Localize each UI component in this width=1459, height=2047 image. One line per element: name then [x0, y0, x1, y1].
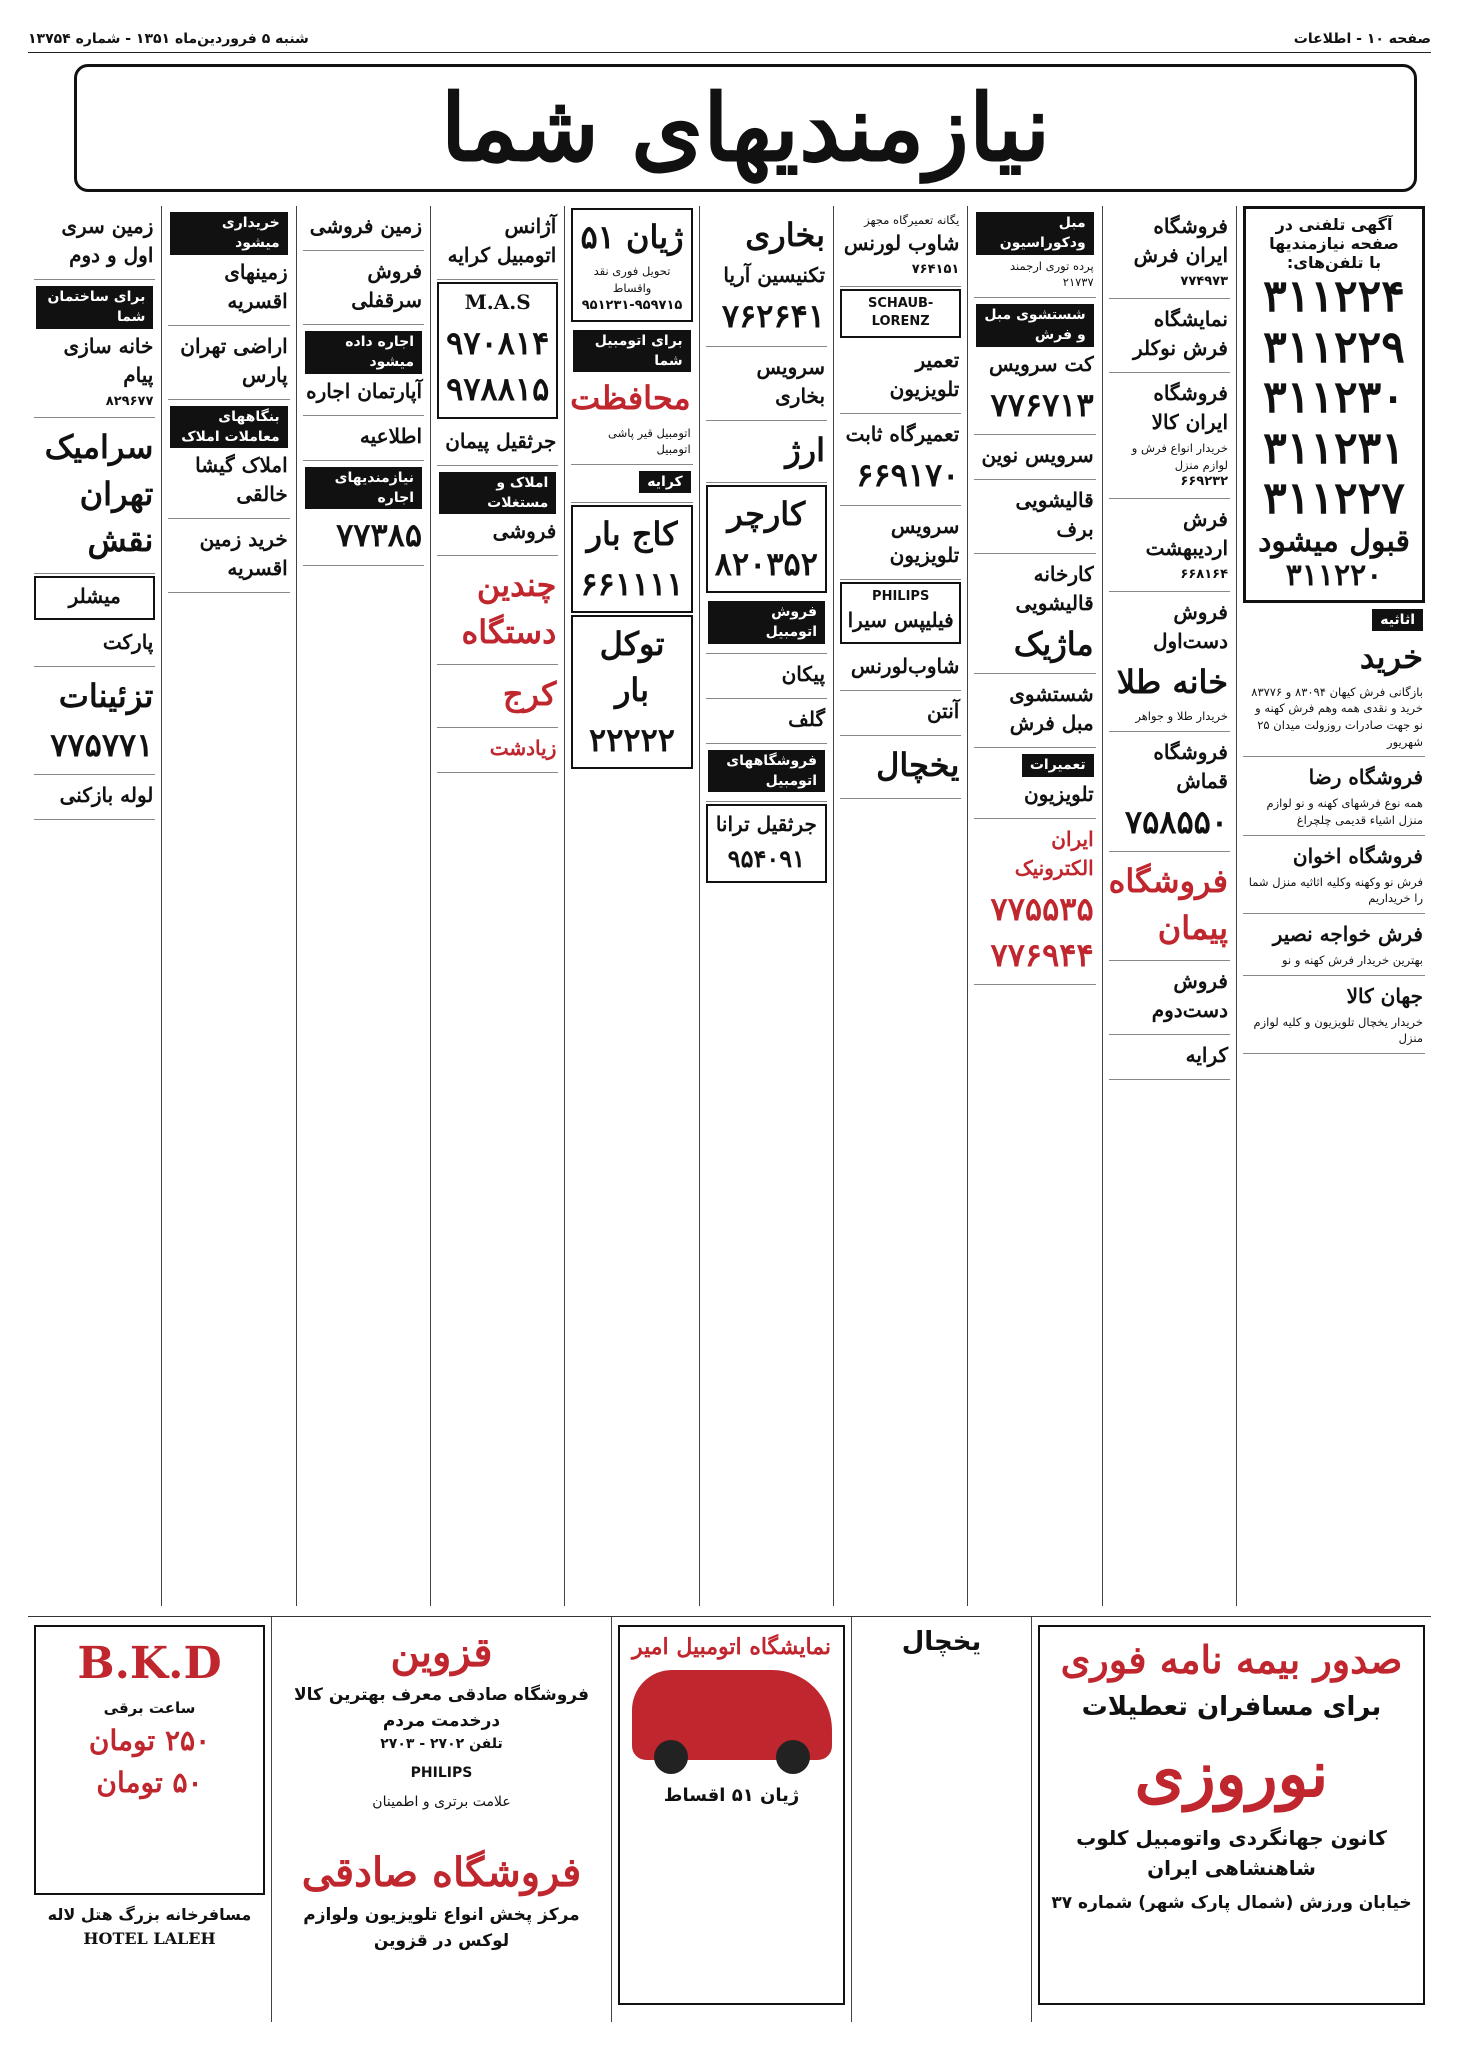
- phone-number: [1252, 525, 1416, 594]
- ad-title: آژانس اتومبیل کرایه: [447, 214, 557, 267]
- ad-text: خریدار انواع فرش و لوازم منزل: [1131, 440, 1228, 472]
- ad-title: میشلر: [68, 583, 121, 608]
- sadeghi-foot: مرکز پخش انواع تلویزیون ولوازم لوکس در قزوین: [303, 1905, 580, 1951]
- phone-number-last: ۳۱۱۲۲۰: [1285, 558, 1383, 594]
- car-illustration: [632, 1670, 832, 1760]
- phone-number: ۳۱۱۲۳۰: [1263, 372, 1405, 424]
- ad-title: کرایه: [1185, 1043, 1228, 1068]
- ad-phone: ۷۷۶۷۱۳: [990, 385, 1094, 424]
- ad-title: تعمیرگاه ثابت: [845, 422, 960, 447]
- insurance-big: نوروزی: [1134, 1737, 1329, 1812]
- ad-phone: ۶۶۹۱۷۰: [856, 456, 960, 495]
- ad-title: سرویس تلویزیون: [889, 513, 960, 567]
- ad-title: املاک گیشا خالقی: [195, 453, 288, 507]
- ad-title: M.A.S: [464, 290, 531, 314]
- ad-phone: ۷۷۴۹۷۳: [1180, 274, 1228, 289]
- ad: [840, 414, 961, 505]
- ad: [840, 206, 961, 287]
- ad: [1243, 914, 1425, 976]
- ad-title: سرویس نوین: [981, 442, 1094, 467]
- ad-title: فروشگاه رضا: [1308, 765, 1423, 790]
- ad: [571, 208, 692, 322]
- section-tag: خریداری میشود: [170, 212, 287, 255]
- ad-phone: ۷۷۵۷۷۱: [50, 726, 154, 764]
- column-6: [564, 206, 698, 1606]
- ad-title: سرویس بخاری: [756, 354, 826, 408]
- ad-title: کرج: [502, 675, 557, 714]
- ad-phone: ۷۷۶۹۴۴: [990, 936, 1094, 974]
- ad-phone: ۸۲۹۶۷۷: [105, 393, 154, 409]
- ad: [168, 206, 289, 326]
- ad: [303, 416, 424, 461]
- section-tag: فروش اتومبیل: [708, 601, 825, 644]
- classified-columns: [28, 206, 1431, 1606]
- brand-box: [840, 289, 961, 339]
- ad: [1109, 206, 1230, 299]
- sadeghi-text: علامت برتری و اطمینان: [372, 1794, 511, 1810]
- insurance-sub: برای مسافران تعطیلات: [1081, 1692, 1382, 1722]
- phones-foot: قبول میشود: [1258, 523, 1410, 559]
- ad-title: فروشی: [492, 519, 557, 544]
- ad-title: زیادشت: [489, 735, 557, 760]
- issue-date: شنبه ۵ فروردین‌ماه ۱۳۵۱ - شماره ۱۳۷۵۴: [28, 31, 309, 47]
- ad: [706, 595, 827, 654]
- phones-sub: با تلفن‌های:: [1286, 253, 1382, 272]
- section-tag: نیازمندیهای اجاره: [305, 467, 422, 510]
- column-2: [1102, 206, 1236, 1606]
- ad-title: تلویزیون: [1023, 781, 1094, 806]
- ad-title: فرش خواجه نصیر: [1272, 922, 1423, 947]
- ad-phone: ۷۶۴۱۵۱: [911, 261, 960, 277]
- ad: [303, 251, 424, 325]
- ad-text: بازگانی فرش کیهان ۸۳۰۹۴ و ۸۳۷۷۶: [1251, 684, 1423, 699]
- ad: [706, 654, 827, 699]
- ad-phone: ۷۶۲۶۴۱: [721, 297, 826, 336]
- ad: [34, 280, 155, 418]
- column-9: [161, 206, 295, 1606]
- section-tag: کرایه: [639, 471, 690, 493]
- ad-title: فروشگاه اخوان: [1292, 843, 1423, 868]
- ad: [706, 699, 827, 744]
- ad: [1243, 976, 1425, 1054]
- ad-text: همه نوع فرشهای کهنه و نو لوازم منزل اشیاء قدیمی چلچراغ: [1266, 796, 1423, 828]
- ad: [34, 775, 155, 820]
- bkd-hotel-ad: [28, 1617, 271, 2022]
- column-4: [833, 206, 967, 1606]
- ad-title: خانه سازی پیام: [63, 333, 154, 387]
- bkd-box: [34, 1625, 265, 1895]
- ad: [571, 324, 692, 465]
- ad: [840, 506, 961, 580]
- section-tag: مبل ودکوراسیون: [976, 212, 1093, 255]
- ad-phone: ۲۲۲۲۲: [589, 720, 675, 759]
- ad-title: فیلیپس سیرا: [847, 608, 954, 633]
- ad-phone: ۹۵۴۰۹۱: [727, 844, 806, 874]
- page-header: [28, 26, 1431, 53]
- newspaper-page: [28, 26, 1431, 2021]
- ad: [974, 206, 1095, 298]
- phone-number: ۳۱۱۲۲۴: [1263, 271, 1405, 322]
- ad: [571, 505, 692, 613]
- ad-title: ایران الکترونیک: [1014, 826, 1094, 880]
- ad-title: خرید زمین اقسریه: [199, 527, 288, 581]
- ad: [1109, 299, 1230, 373]
- ad: [437, 556, 558, 665]
- phone-number: ۳۱۱۲۲۹: [1263, 321, 1405, 373]
- section-tag: اثاثیه: [1372, 609, 1423, 631]
- bottom-ads: [28, 1616, 1431, 2022]
- ad: [1109, 732, 1230, 852]
- column-7: [430, 206, 564, 1606]
- ad-title: توکل بار: [599, 624, 665, 710]
- sadeghi-ad: [271, 1617, 611, 2022]
- phones-box: [1243, 206, 1425, 603]
- column-8: [296, 206, 430, 1606]
- ad-title: گلف: [788, 706, 826, 731]
- hotel-en: HOTEL LALEH: [83, 1929, 216, 1948]
- phone-number: ۳۱۱۲۳۱: [1263, 422, 1405, 474]
- ad: [168, 519, 289, 593]
- section-tag: شستشوی مبل و فرش: [976, 304, 1093, 347]
- ad: [437, 206, 558, 280]
- phone-number: ۳۱۱۲۲۷: [1263, 473, 1405, 525]
- sadeghi-big: فروشگاه صادقی: [301, 1849, 582, 1896]
- bkd-price: ۵۰ تومان: [96, 1765, 203, 1799]
- ad: [706, 206, 827, 347]
- ad-title: فرش اردیبهشت: [1145, 507, 1228, 561]
- ad: [974, 480, 1095, 554]
- ad-title: کاج بار: [586, 515, 678, 554]
- car-dealer-ad: [611, 1617, 851, 2022]
- bkd-logo: B.K.D: [77, 1638, 222, 1689]
- fridge-ad: [851, 1617, 1031, 2022]
- ad-title: پیکان: [781, 661, 826, 686]
- ad-title: فروشگاه ایران فرش: [1133, 214, 1228, 267]
- ad-title: فروش دست‌اول: [1152, 599, 1228, 653]
- ad: [303, 206, 424, 251]
- ad-title: کت سرویس: [989, 351, 1094, 376]
- ad: [706, 421, 827, 483]
- ad-text: بهترین خریدار فرش کهنه و نو: [1282, 953, 1423, 968]
- ad-title: جهان کالا: [1346, 983, 1423, 1008]
- ad-title: جرثقیل ترانا: [715, 812, 817, 837]
- insurance-box: [1038, 1625, 1425, 2005]
- ad-title: آپارتمان اجاره: [306, 378, 423, 403]
- insurance-org: کانون جهانگردی واتومبیل کلوب شاهنشاهی ایران: [1076, 1826, 1387, 1880]
- column-5: [699, 206, 833, 1606]
- ad: [34, 667, 155, 776]
- ad: [168, 326, 289, 400]
- bkd-price: ۲۵۰ تومان: [88, 1723, 211, 1757]
- ad-title: فروش دست‌دوم: [1151, 969, 1228, 1023]
- ad: [437, 665, 558, 727]
- ad: [1243, 603, 1425, 757]
- column-10: [28, 206, 161, 1606]
- ad-title: زمین سری اول و دوم: [61, 214, 154, 267]
- ad-title: زمینهای اقسریه: [224, 259, 288, 313]
- phones-head: آگهی تلفنی در صفحه نیازمندیها: [1269, 215, 1399, 253]
- ad: [1109, 592, 1230, 732]
- ad-title: شاوب لورنس: [843, 230, 960, 255]
- ad-title: شستشوی مبل فرش: [1009, 682, 1094, 736]
- ad-title: تعمیر تلویزیون: [889, 348, 960, 402]
- ad-title: یخچال: [901, 1627, 982, 1657]
- ad: [571, 465, 692, 503]
- ad-title: جرثقیل پیمان: [445, 428, 557, 453]
- ad-phone: ۷۷۵۵۳۵: [990, 889, 1094, 928]
- ad: [437, 466, 558, 557]
- ad: [437, 282, 558, 419]
- ad: [1109, 373, 1230, 499]
- ad-text: خرید و نقدی همه وهم فرش کهنه و نو جهت صادرات روزولت میدان ۲۵ شهریور: [1255, 701, 1423, 749]
- philips-box: [840, 582, 961, 645]
- ad-title: آنتن: [926, 699, 960, 724]
- ad: [974, 819, 1095, 986]
- ad: [34, 418, 155, 573]
- ad: [840, 691, 961, 736]
- ad-title: تزئینات: [58, 676, 154, 715]
- hotel-title: مسافرخانه بزرگ هتل لاله: [47, 1905, 252, 1924]
- ad-text: پرده توری ارجمند ۲۱۷۳۷: [1009, 258, 1094, 290]
- ad-title: ژیان ۵۱: [580, 218, 684, 256]
- ad-phone: ۹۵۱۲۳۱-۹۵۹۷۱۵: [581, 297, 683, 313]
- ad: [974, 674, 1095, 748]
- ad: [1109, 1035, 1230, 1080]
- ad-title: تکنیسین آریا: [723, 263, 826, 288]
- ad-text: فرش نو وکهنه وکلیه اثاثیه منزل شما را خریداریم: [1248, 874, 1423, 906]
- ad-text: خریدار یخچال تلویزیون و کلیه لوازم منزل: [1253, 1014, 1423, 1046]
- ad-title: چندین دستگاه: [461, 566, 557, 651]
- masthead: نیازمندیهای شما: [74, 64, 1417, 192]
- brand-logo: SCHAUB-LORENZ: [868, 295, 934, 330]
- ad-title-big: ماژیک: [1013, 624, 1094, 663]
- ad: [974, 748, 1095, 818]
- ad-title: یخچال: [876, 746, 960, 785]
- ad-title: پارکت: [102, 629, 154, 654]
- ad-phone: ۹۷۸۸۱۵: [446, 370, 550, 409]
- ad: [974, 298, 1095, 435]
- ad-title: فروش سرقفلی: [351, 259, 423, 312]
- section-tag: تعمیرات: [1022, 754, 1094, 776]
- section-tag: برای اتومبیل شما: [573, 330, 690, 373]
- ad-phone: ۶۶۸۱۶۴: [1180, 567, 1228, 583]
- ad: [840, 340, 961, 414]
- ad-title: محافظت: [570, 379, 691, 418]
- ad-phone: ۸۲۰۳۵۲: [714, 544, 818, 583]
- ad-phone: ۷۷۳۸۵: [336, 516, 423, 555]
- ad: [1243, 836, 1425, 914]
- ad: [34, 206, 155, 280]
- ad: [706, 347, 827, 421]
- ad-title: ارژ: [785, 430, 826, 469]
- ad-title: اطلاعیه: [359, 423, 423, 448]
- ad-text: تحویل فوری نقد واقساط: [593, 264, 671, 296]
- sadeghi-phone: تلفن ۲۷۰۲ - ۲۷۰۳: [380, 1736, 503, 1752]
- brand-logo: PHILIPS: [872, 588, 930, 604]
- car-box: [618, 1625, 845, 2005]
- section-tag: برای ساختمان شما: [36, 286, 153, 329]
- section-tag: بنگاههای معاملات املاک: [170, 406, 287, 449]
- insurance-ad: [1031, 1617, 1431, 2022]
- ad-title: اراضی تهران پارس: [180, 333, 288, 387]
- column-1: [1236, 206, 1431, 1606]
- bkd-sub: ساعت برقی: [103, 1699, 196, 1717]
- section-tag: اجاره داده میشود: [305, 331, 422, 374]
- ad-title: سرامیک تهران نقش: [44, 428, 154, 560]
- page-label: صفحه ۱۰ - اطلاعات: [1293, 31, 1431, 47]
- ad-title: فروشگاه قماش: [1153, 739, 1228, 793]
- column-3: [967, 206, 1101, 1606]
- ad: [1109, 499, 1230, 592]
- ad-title: زمین فروشی: [309, 214, 423, 238]
- ad: [706, 485, 827, 593]
- ad-title: قالیشویی برف: [1015, 487, 1094, 541]
- ad-title: کارچر: [727, 495, 806, 534]
- philips-logo: PHILIPS: [410, 1765, 473, 1781]
- ad: [1243, 757, 1425, 835]
- ad: [34, 576, 155, 620]
- ad: [303, 461, 424, 566]
- ad-title: خانه طلا: [1116, 662, 1228, 701]
- ad: [34, 622, 155, 667]
- ad: [840, 736, 961, 798]
- ad: [974, 435, 1095, 480]
- ad-text: یگانه تعمیرگاه مجهز: [864, 213, 960, 227]
- ad: [571, 615, 692, 769]
- section-tag: فروشگاههای اتومبیل: [708, 750, 825, 793]
- ad: [437, 421, 558, 466]
- car-dealer-title: نمایشگاه اتومبیل امیر: [632, 1634, 831, 1660]
- ad-title: فروشگاه پیمان: [1108, 862, 1228, 947]
- ad-title: کارخانه قالیشویی: [1015, 561, 1094, 615]
- ad-title: بخاری: [745, 216, 826, 254]
- ad-phone: ۹۷۰۸۱۴: [446, 324, 550, 362]
- sadeghi-city: قزوین: [390, 1629, 493, 1676]
- ad: [168, 400, 289, 520]
- ad: [706, 744, 827, 803]
- ad: [706, 804, 827, 883]
- section-tag: املاک و مستغلات: [439, 472, 556, 515]
- ad: [437, 728, 558, 773]
- ad: [840, 646, 961, 691]
- insurance-address: خیابان ورزش (شمال پارک شهر) شماره ۳۷: [1051, 1893, 1412, 1913]
- ad-phone: ۶۶۹۲۳۲: [1180, 474, 1228, 490]
- ad: [1109, 961, 1230, 1035]
- sadeghi-sub: فروشگاه صادقی معرف بهترین کالا درخدمت مردم: [293, 1685, 589, 1731]
- ad: [1109, 852, 1230, 961]
- ad: [303, 325, 424, 416]
- ad-text: خریدار طلا و جواهر: [1135, 709, 1228, 724]
- ad-title: خرید: [1359, 638, 1423, 677]
- ad-phone: ۶۶۱۱۱۱: [580, 564, 684, 603]
- ad-text: اتومبیل قیر پاشی اتومبیل: [607, 425, 691, 457]
- ad: [974, 554, 1095, 674]
- insurance-title: صدور بیمه نامه فوری: [1060, 1637, 1403, 1682]
- ad-title: نمایشگاه فرش نوکلر: [1132, 306, 1228, 360]
- car-foot: ژیان ۵۱ اقساط: [663, 1785, 800, 1806]
- ad-title: فروشگاه ایران کالا: [1151, 380, 1228, 434]
- ad-title: لوله بازکنی: [59, 783, 154, 808]
- ad-phone: ۷۵۸۵۵۰: [1124, 802, 1228, 841]
- ad-title: شاوب‌لورنس: [850, 654, 960, 679]
